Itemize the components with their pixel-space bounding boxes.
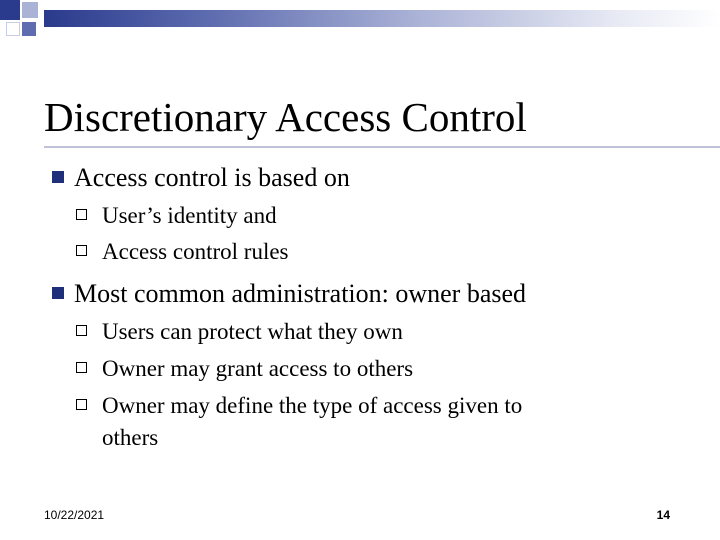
checkbox-bullet-icon xyxy=(76,245,87,256)
decor-square-3 xyxy=(6,22,20,36)
bullet-text: Users can protect what they own xyxy=(102,319,403,344)
checkbox-bullet-icon xyxy=(76,325,87,336)
slide-title: Discretionary Access Control xyxy=(44,94,527,140)
bullet-text: Owner may define the type of access given to xyxy=(102,393,523,418)
title-underline xyxy=(44,146,720,148)
decor-square-1 xyxy=(0,0,20,20)
bullet-text: others xyxy=(102,425,159,450)
decor-square-4 xyxy=(22,22,36,36)
decor-square-2 xyxy=(22,2,38,18)
gradient-header-band xyxy=(44,10,720,27)
bullet-text: User’s identity and xyxy=(102,203,277,228)
header-decoration xyxy=(0,0,720,50)
bullet-text: Access control is based on xyxy=(74,163,350,192)
checkbox-bullet-icon xyxy=(76,362,87,373)
bullet-text: Most common administration: owner based xyxy=(74,279,527,308)
bullet-text: Owner may grant access to others xyxy=(102,356,414,381)
bullet-text: Access control rules xyxy=(102,239,289,264)
checkbox-bullet-icon xyxy=(76,209,87,220)
checkbox-bullet-icon xyxy=(76,399,87,410)
square-bullet-icon xyxy=(52,287,64,299)
page-number: 14 xyxy=(656,508,670,522)
bullet-continuation xyxy=(102,424,158,452)
footer-date: 10/22/2021 xyxy=(44,508,105,522)
square-bullet-icon xyxy=(52,171,64,183)
